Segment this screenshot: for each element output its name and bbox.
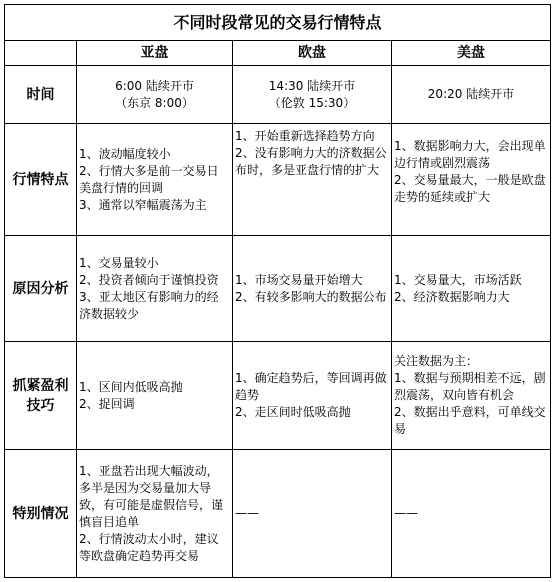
row-label-features: 行情特点: [5, 124, 77, 236]
cell-line: ——: [235, 506, 259, 520]
cell-features-asia: [77, 124, 233, 236]
cell-line: 2、行情波动太小时，建议等欧盘确定趋势再交易: [79, 531, 219, 563]
cell-line: 2、行情大多是前一交易日美盘行情的回调: [79, 163, 219, 195]
cell-reasons-asia: [77, 236, 233, 342]
row-special: [5, 450, 551, 578]
cell-line: 1、数据影响力大，会出现单边行情或剧烈震荡: [394, 139, 546, 170]
row-label-time: 时间: [5, 66, 77, 124]
cell-line: 2、经济数据影响力大: [394, 289, 510, 304]
row-label-tips: [5, 342, 77, 450]
cell-line: （东京 8:00）: [115, 95, 194, 110]
cell-line: 1、市场交易量开始增大: [235, 272, 363, 287]
cell-line: ——: [394, 506, 418, 520]
cell-features-america: [392, 124, 551, 236]
cell-features-europe: [233, 124, 392, 236]
cell-special-asia: [77, 450, 233, 578]
cell-reasons-america: [392, 236, 551, 342]
cell-line: 20:20 陆续开市: [427, 87, 515, 101]
header-europe: 欧盘: [233, 41, 392, 66]
table-title: 不同时段常见的交易行情特点: [5, 5, 551, 41]
cell-line: （伦敦 15:30）: [268, 95, 356, 110]
cell-line: 2、捉回调: [79, 396, 135, 411]
cell-special-america: [392, 450, 551, 578]
row-label-tips-line: 抓紧盈利: [12, 377, 69, 394]
cell-line: 1、数据与预期相差不远，剧烈震荡，双向皆有机会: [394, 371, 546, 402]
cell-line: 1、确定趋势后，等回调再做趋势: [235, 371, 387, 402]
cell-line: 2、走区间时低吸高抛: [235, 405, 351, 419]
cell-line: 3、通常以窄幅震荡为主: [79, 197, 207, 212]
cell-time-asia: [77, 66, 233, 124]
cell-line: 1、亚盘若出现大幅波动，多半是因为交易量加大导致，有可能是虚假信号，谨慎盲目追单: [79, 463, 224, 529]
row-reasons: [5, 236, 551, 342]
cell-line: 1、交易量较小: [79, 255, 159, 270]
cell-special-europe: [233, 450, 392, 578]
cell-line: 14:30 陆续开市: [268, 78, 356, 93]
cell-line: 2、投资者倾向于谨慎投资: [79, 272, 219, 287]
cell-line: 6:00 陆续开市: [115, 78, 194, 93]
header-america: 美盘: [392, 41, 551, 66]
cell-line: 2、交易量最大，一般是欧盘走势的延续或扩大: [394, 173, 546, 204]
row-tips: [5, 342, 551, 450]
cell-tips-europe: [233, 342, 392, 450]
cell-line: 1、交易量大，市场活跃: [394, 272, 522, 287]
cell-line: 关注数据为主：: [394, 354, 479, 368]
cell-line: 2、没有影响力大的济数据公布时，多是亚盘行情的扩大: [235, 146, 387, 177]
cell-tips-america: [392, 342, 551, 450]
header-row: [5, 41, 551, 66]
cell-line: 1、开始重新选择趋势方向: [235, 129, 375, 143]
cell-tips-asia: [77, 342, 233, 450]
cell-time-europe: [233, 66, 392, 124]
row-features: [5, 124, 551, 236]
cell-time-america: [392, 66, 551, 124]
cell-line: 1、波动幅度较小: [79, 146, 171, 161]
cell-line: 2、数据出乎意料，可单线交易: [394, 405, 546, 436]
row-label-tips-line: 技巧: [26, 397, 55, 414]
cell-line: 3、亚太地区有影响力的经济数据较少: [79, 289, 219, 321]
row-label-reasons: 原因分析: [5, 236, 77, 342]
row-label-special: 特别情况: [5, 450, 77, 578]
cell-line: 2、有较多影响大的数据公布: [235, 289, 387, 304]
cell-reasons-europe: [233, 236, 392, 342]
header-corner: [5, 41, 77, 66]
header-asia: 亚盘: [77, 41, 233, 66]
trading-characteristics-table: [4, 4, 551, 578]
cell-line: 1、区间内低吸高抛: [79, 379, 183, 394]
row-time: [5, 66, 551, 124]
